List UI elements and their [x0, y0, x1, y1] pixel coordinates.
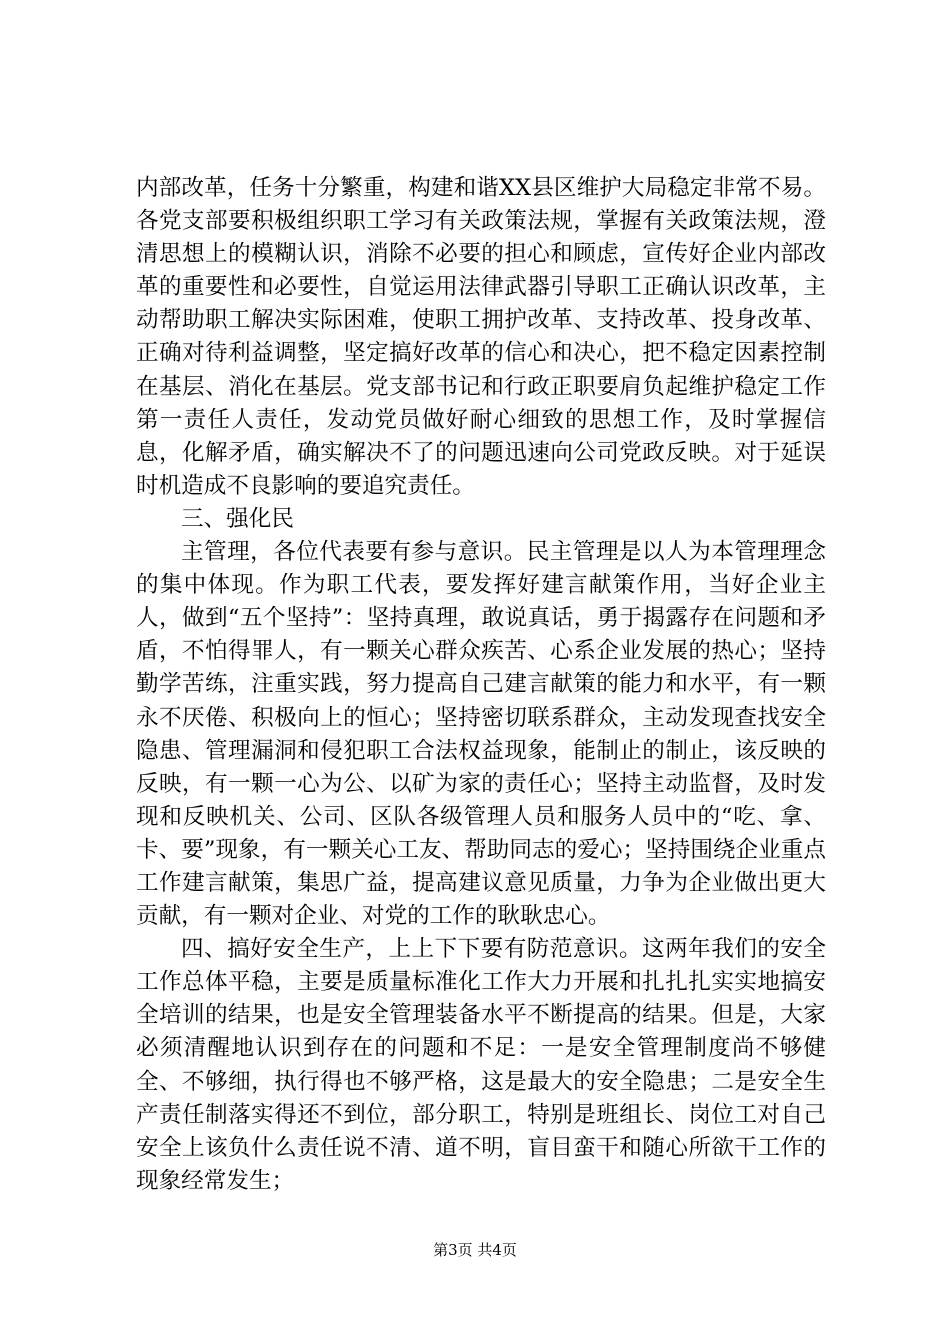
paragraph-reform-stability: 内部改革，任务十分繁重，构建和谐XX县区维护大局稳定非常不易。各党支部要积极组织职工学习有关政策法规，掌握有关政策法规，澄清思想上的模糊认识，消除不必要的担心和顾虑，宣传好企业内部改革的重要性和必要性，自觉运用法律武器引导职工正确认识改革，主动帮助职工解决实际困难，使职工拥护改革、支持改革、投身改革、正确对待利益调整，坚定搞好改革的信心和决心，把不稳定因素控制在基层、消化在基层。党支部书记和行政正职要肩负起维护稳定工作第一责任人责任，发动党员做好耐心细致的思想工作，及时掌握信息，化解矛盾，确实解决不了的问题迅速向公司党政反映。对于延误时机造成不良影响的要追究责任。	[136, 175, 826, 499]
paragraph-democratic-management: 主管理，各位代表要有参与意识。民主管理是以人为本管理理念的集中体现。作为职工代表，要发挥好建言献策作用，当好企业主人，做到“五个坚持”：坚持真理，敢说真话，勇于揭露存在问题和矛盾，不怕得罪人，有一颗关心群众疾苦、心系企业发展的热心；坚持勤学苦练，注重实践，努力提高自己建言献策的能力和水平，有一颗永不厌倦、积极向上的恒心；坚持密切联系群众，主动发现查找安全隐患、管理漏洞和侵犯职工合法权益现象，能制止的制止，该反映的反映，有一颗一心为公、以矿为家的责任心；坚持主动监督，及时发现和反映机关、公司、区队各级管理人员和服务人员中的“吃、拿、卡、要”现象，有一颗关心工友、帮助同志的爱心；坚持围绕企业重点工作建言献策，集思广益，提高建议意见质量，力争为企业做出更大贡献，有一颗对企业、对党的工作的耿耿忠心。	[136, 539, 826, 930]
page-number-footer: 第3页 共4页	[433, 1241, 517, 1259]
document-body	[136, 172, 826, 1198]
paragraph-safety-production: 四、搞好安全生产，上上下下要有防范意识。这两年我们的安全工作总体平稳，主要是质量标准化工作大力开展和扎扎扎实实地搞安全培训的结果，也是安全管理装备水平不断提高的结果。但是，大家必须清醒地认识到存在的问题和不足：一是安全管理制度尚不够健全、不够细，执行得也不够严格，这是最大的安全隐患；二是安全生产责任制落实得还不到位，部分职工，特别是班组长、岗位工对自己安全上该负什么责任说不清、道不明，盲目蛮干和随心所欲干工作的现象经常发生；	[136, 936, 826, 1194]
section-heading-three: 三、强化民	[181, 505, 294, 532]
